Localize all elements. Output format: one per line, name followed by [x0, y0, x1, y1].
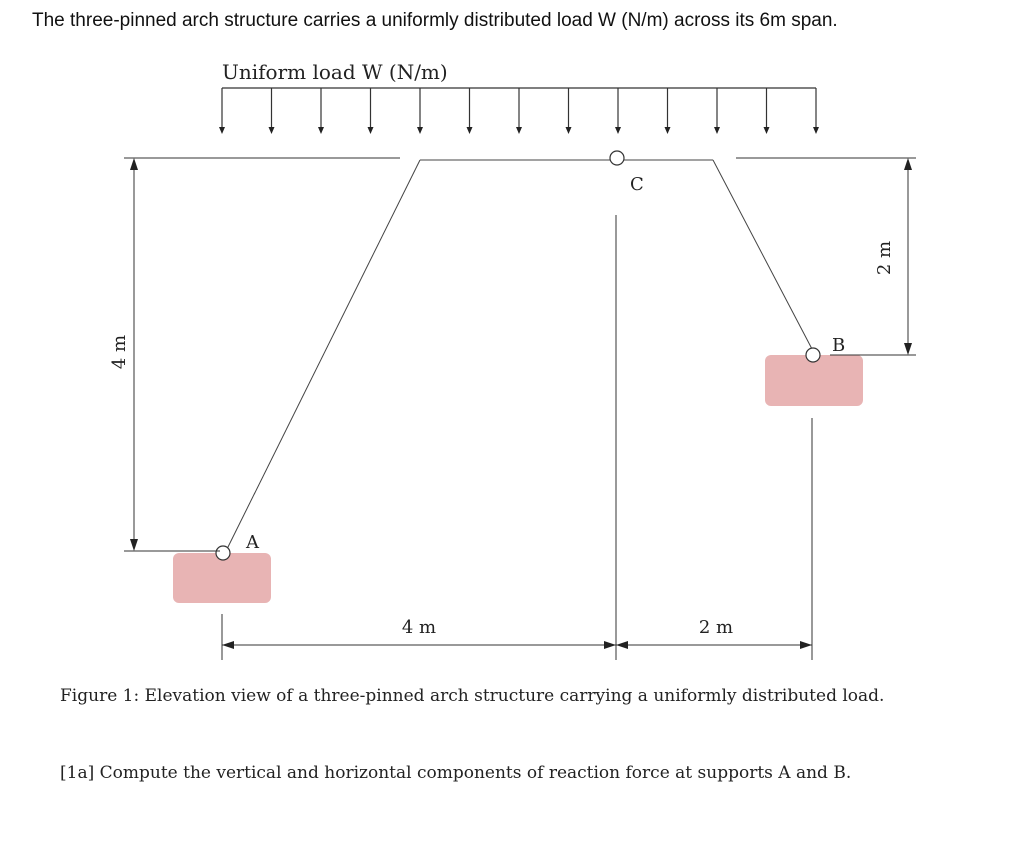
load-arrow-head — [417, 127, 423, 134]
load-arrow-head — [665, 127, 671, 134]
node-label-c: C — [630, 174, 644, 195]
load-arrow-head — [516, 127, 522, 134]
load-label: Uniform load W (N/m) — [222, 60, 448, 84]
dim-span-right-arrow-right — [800, 641, 812, 649]
load-arrow-head — [566, 127, 572, 134]
load-arrow-head — [714, 127, 720, 134]
dim-height-a-arrow-bottom — [130, 539, 138, 551]
dim-height-b-arrow-bottom — [904, 343, 912, 355]
member-crown-to-b — [713, 160, 812, 349]
dim-height-b-label: 2 m — [874, 240, 895, 276]
load-arrows — [219, 88, 819, 134]
problem-heading: The three-pinned arch structure carries a uniformly distributed load W (N/m) across its 6m span. — [32, 10, 838, 31]
dimension-span-left — [222, 617, 616, 649]
dimension-height-b — [830, 158, 916, 355]
member-a-to-crown — [226, 160, 420, 551]
node-label-b: B — [832, 335, 846, 356]
load-arrow-head — [219, 127, 225, 134]
dim-span-left-arrow-left — [222, 641, 234, 649]
dim-height-a-label: 4 m — [109, 334, 130, 370]
dim-span-right-label: 2 m — [698, 617, 734, 638]
dim-height-a-arrow-top — [130, 158, 138, 170]
figure-caption: Figure 1: Elevation view of a three-pinned arch structure carrying a uniformly distributed load. — [60, 686, 885, 706]
load-arrow-head — [368, 127, 374, 134]
load-arrow-head — [269, 127, 275, 134]
pin-a — [216, 546, 230, 560]
question-text: [1a] Compute the vertical and horizontal components of reaction force at supports A and B. — [60, 763, 852, 783]
dim-span-right-arrow-left — [616, 641, 628, 649]
support-b — [765, 355, 863, 406]
load-arrow-head — [813, 127, 819, 134]
arch-members — [226, 160, 812, 551]
pin-c — [610, 151, 624, 165]
dim-span-left-arrow-right — [604, 641, 616, 649]
load-arrow-head — [764, 127, 770, 134]
load-arrow-head — [615, 127, 621, 134]
load-arrow-head — [467, 127, 473, 134]
pin-b — [806, 348, 820, 362]
load-arrow-head — [318, 127, 324, 134]
dim-height-b-arrow-top — [904, 158, 912, 170]
dim-span-left-label: 4 m — [401, 617, 437, 638]
dimension-height-a — [109, 158, 220, 551]
dimension-span-right — [616, 617, 812, 649]
uniform-load — [219, 60, 819, 134]
node-label-a: A — [246, 532, 259, 553]
